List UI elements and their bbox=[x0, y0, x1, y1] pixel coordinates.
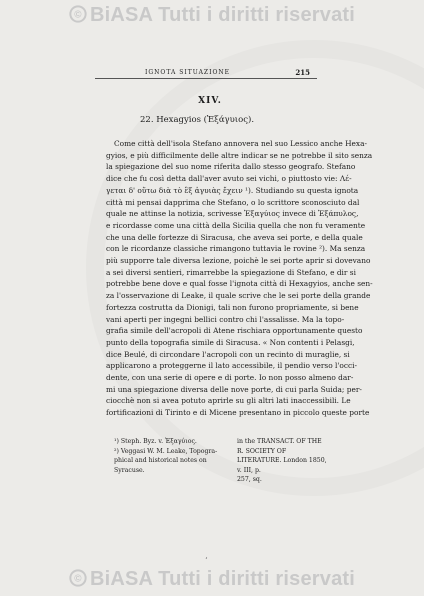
footnote-line: phical and historical notes on Syracuse. bbox=[114, 457, 207, 474]
footnote-line: ¹) Steph. Byz. v. Ἑξαγύιος. bbox=[114, 438, 197, 445]
biasa-logo-icon bbox=[69, 569, 87, 587]
text-line: dente, con una serie di opere e di porte. Io non posso almeno dar- bbox=[106, 373, 354, 383]
header-rule bbox=[95, 78, 317, 79]
text-line: ciocchè non si avea potuto aprirle su gli altri lati inaccessibili. Le bbox=[106, 396, 351, 406]
footnotes-right bbox=[237, 437, 327, 485]
text-line: e ricordasse come una città della Sicilia quella che non fu veramente bbox=[106, 220, 366, 230]
watermark-bottom-text: BiASA Tutti i diritti riservati bbox=[89, 568, 356, 590]
svg-text:©: © bbox=[74, 9, 82, 21]
footnote-line: LITERATURE. London 1850, v. III, p. bbox=[237, 457, 327, 474]
text-line: con le ricordanze classiche rimangono tuttavia le rovine ²). Ma senza bbox=[106, 244, 366, 254]
text-line: potrebbe bene dove e qual fosse l'ignota città di Hexagyios, anche sen- bbox=[106, 279, 373, 289]
text-line: la spiegazione del suo nome riferita dallo stesso geografo. Stefano bbox=[106, 162, 356, 172]
printer-mark: ʻ bbox=[205, 556, 208, 565]
text-line: dice che fu così detta dall'aver avuto sei vichi, o piuttosto vie: Λέ- bbox=[106, 174, 352, 184]
svg-text:©: © bbox=[74, 573, 82, 585]
text-line: che una delle fortezze di Siracusa, che aveva sei porte, e della quale bbox=[106, 232, 363, 242]
footnote-line: in the TRANSACT. OF THE R. SOCIETY OF bbox=[237, 438, 322, 455]
body-text bbox=[106, 138, 373, 419]
text-line: fortificazioni di Tirinto e di Micene presentano in piccolo queste porte bbox=[106, 408, 370, 418]
text-line: fortezza costrutta da Dionigi, tali non furono propriamente, si bene bbox=[106, 302, 359, 312]
text-line: grafia simile dell'acropoli di Atene rischiara opportunamente questo bbox=[106, 326, 363, 336]
running-head: IGNOTA SITUAZIONE bbox=[145, 69, 231, 76]
text-line: vani aperti per ingegni bellici contro chi l'assalisse. Ma la topo- bbox=[106, 314, 345, 324]
watermark-top-text: BiASA Tutti i diritti riservati bbox=[89, 4, 356, 26]
footnote-line: ²) Veggasi W. M. Leake, Topogra- bbox=[114, 447, 218, 455]
text-line: γεται δ' οὕτω διὰ τὸ ἓξ ἀγυιὰς ἔχειν ¹). Studiando su questa ignota bbox=[106, 185, 359, 195]
text-line: applicarono a proteggerne il lato accessibile, il pendio verso l'occi- bbox=[106, 361, 357, 371]
text-line: za l'osservazione di Leake, il quale scrive che le sei porte della grande bbox=[106, 291, 371, 301]
watermark-bottom bbox=[0, 568, 424, 591]
text-line: Come città dell'isola Stefano annovera nel suo Lessico anche Hexa- bbox=[114, 139, 367, 148]
text-line: più supporre tale diversa lezione, poichè le sei porte aprir si dovevano bbox=[106, 256, 371, 266]
text-line: dice Beulé, di circondare l'acropoli con un recinto di muraglie, si bbox=[106, 349, 350, 359]
text-line: a sei diversi sentieri, rimarrebbe la spiegazione di Stefano, e dir si bbox=[106, 267, 356, 277]
footnotes-left bbox=[114, 437, 224, 475]
watermark-top bbox=[0, 4, 424, 27]
footnote-line: 257, sq. bbox=[237, 476, 262, 483]
entry-title: 22. Hexagyios (Ἑξάγυιος). bbox=[140, 115, 255, 125]
page-number: 215 bbox=[295, 68, 310, 77]
text-line: mi una spiegazione diversa delle nove porte, di cui parla Suida; per- bbox=[106, 384, 362, 394]
text-line: città mi pensai dapprima che Stefano, o lo scrittore sconosciuto dal bbox=[106, 197, 360, 207]
text-line: punto della topografia simile di Siracusa. « Non contenti i Pelasgi, bbox=[106, 337, 355, 347]
biasa-logo-icon bbox=[69, 5, 87, 23]
text-line: quale ne attinse la notizia, scrivesse Ἑξαγύιος invece di Ἑξάπυλος, bbox=[106, 209, 359, 219]
section-number: XIV. bbox=[198, 96, 222, 106]
text-line: gyios, e più difficilmente delle altre indicar se ne potrebbe il sito senza bbox=[106, 150, 373, 160]
running-header bbox=[145, 69, 310, 76]
